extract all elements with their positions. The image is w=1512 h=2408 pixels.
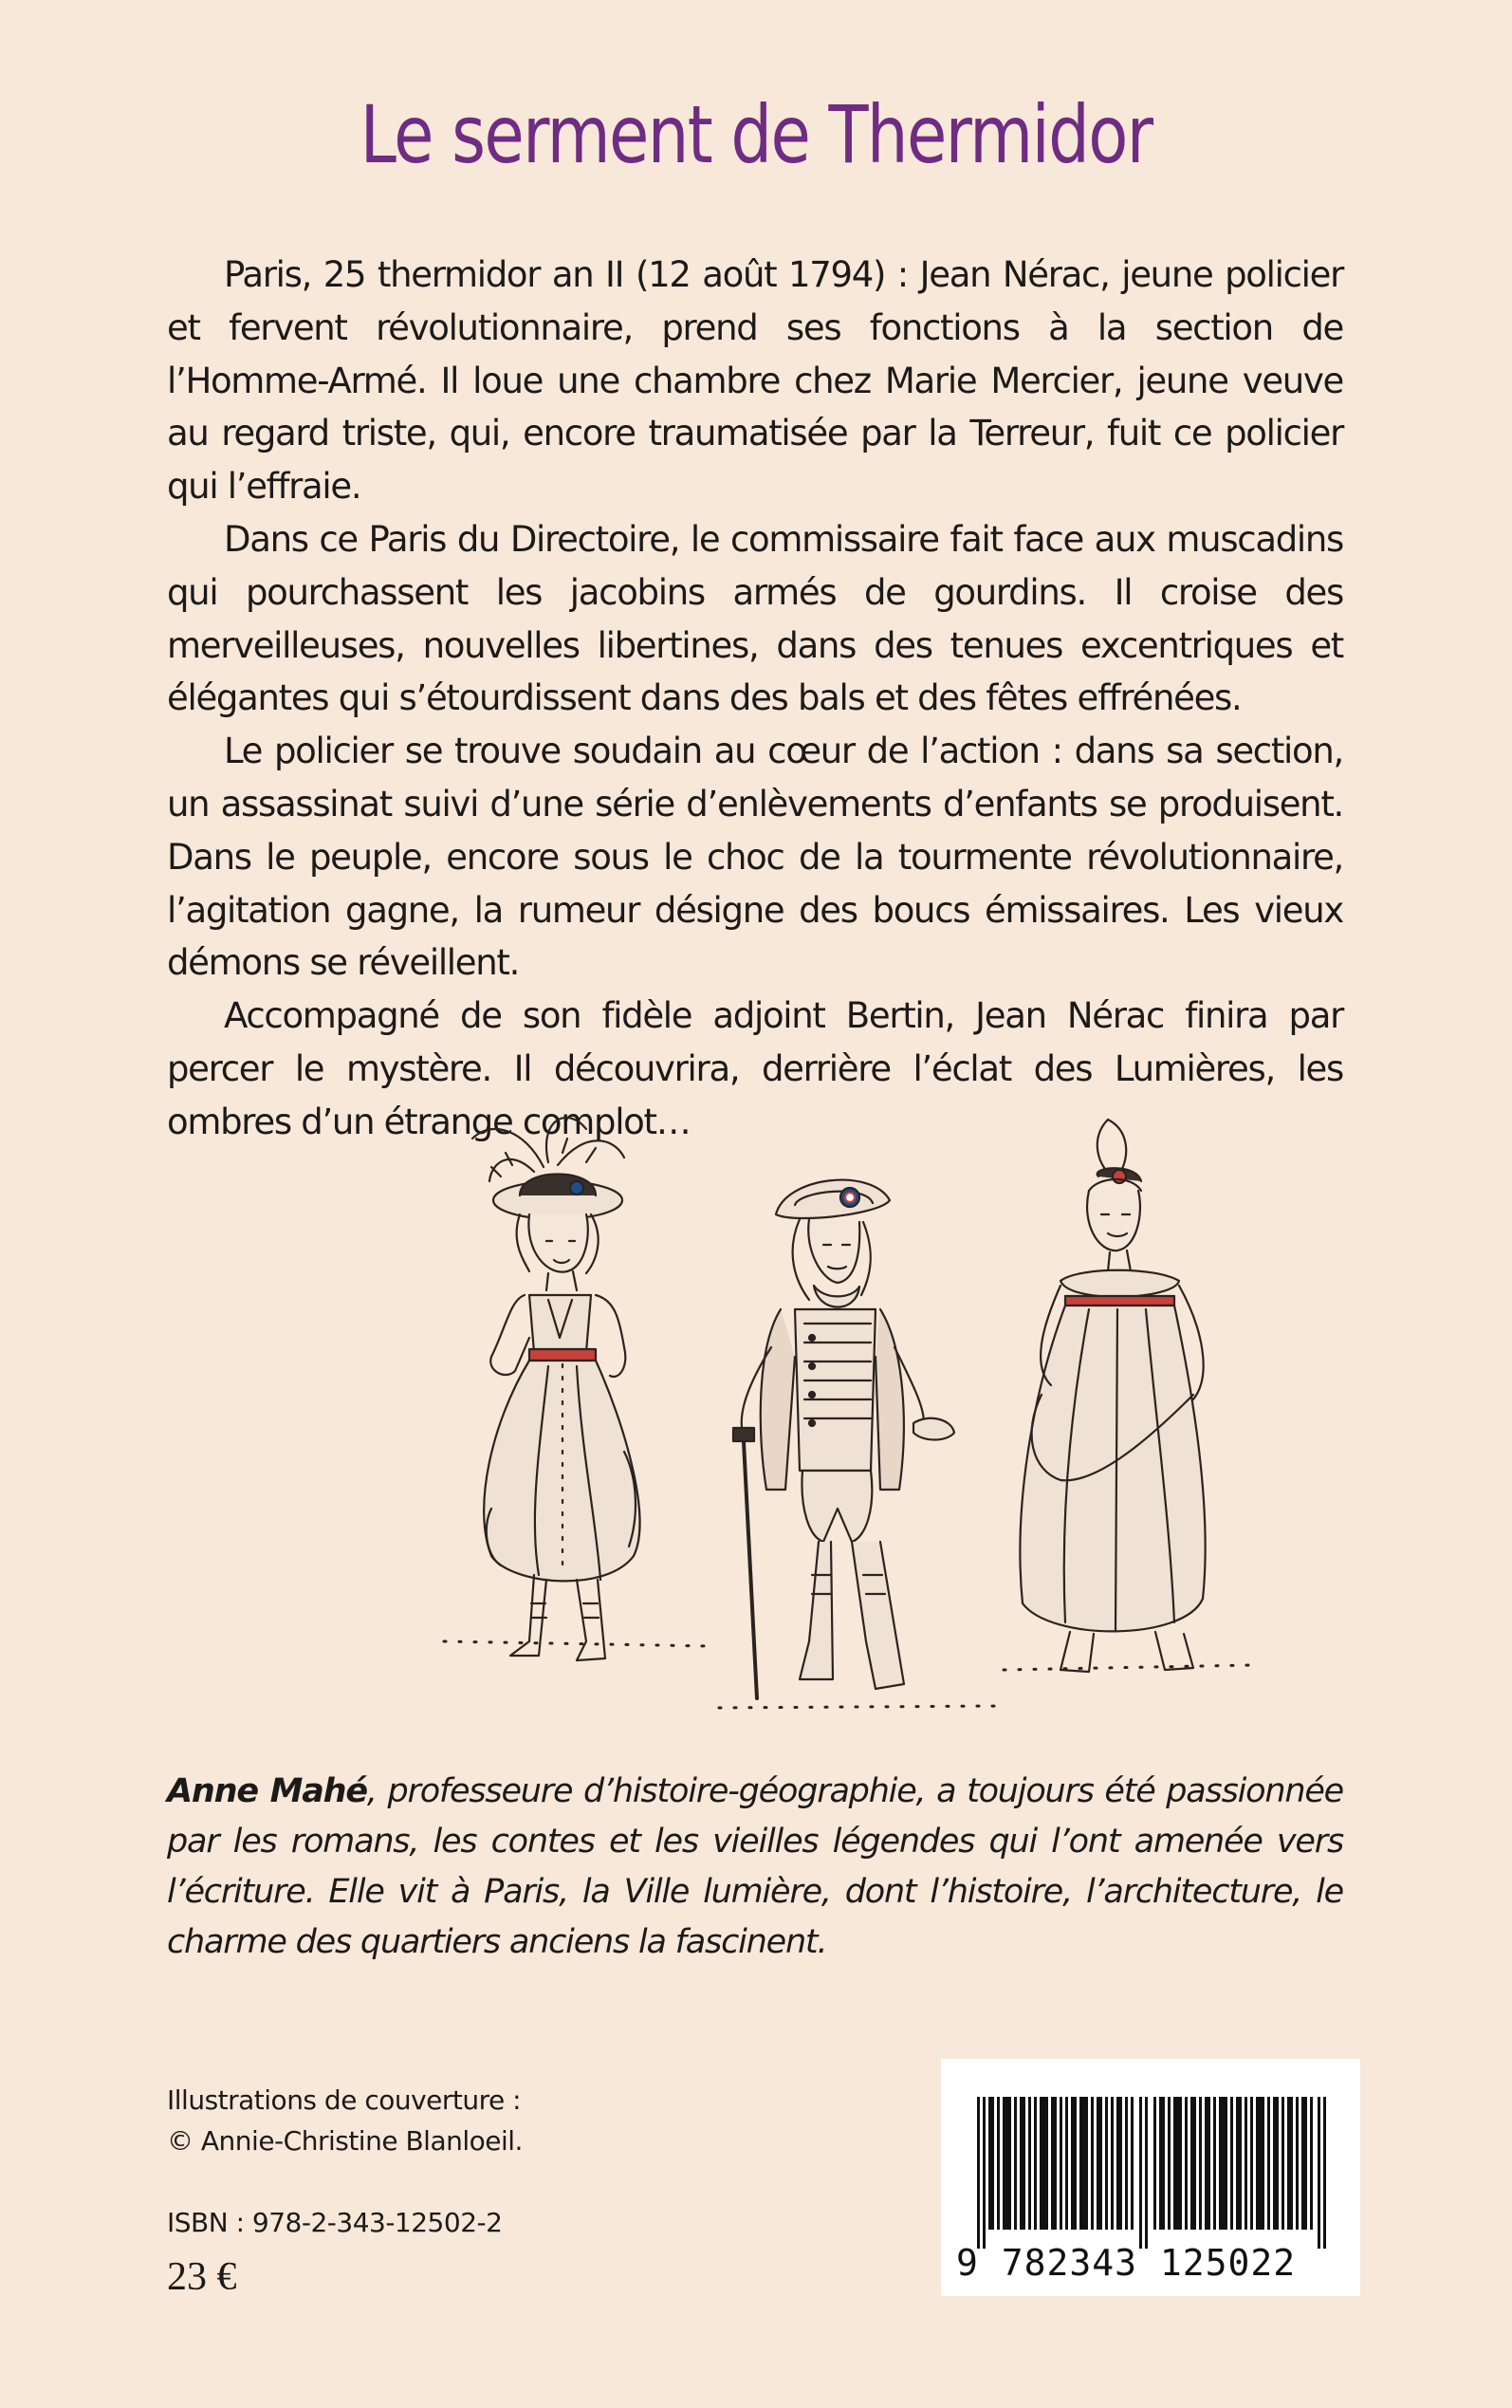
middle-man-figure xyxy=(733,1180,954,1698)
credits-line: Illustrations de couverture : xyxy=(167,2084,522,2116)
synopsis-paragraph: Le policier se trouve soudain au cœur de l’action : dans sa section, un assassinat suivi d’une série d’enlèvements d’enfants se produisent. Dans le peuple, encore sous le choc de la tourmente révolutionnaire, l’agitation gagne, la rumeur désigne des boucs émissaires. Les vieux démons se réveillent. xyxy=(167,731,1343,984)
author-bio-text: , professeure d’histoire-géographie, a toujours été passionnée par les romans, les contes et les vieilles légendes qui l’ont amenée vers l’écriture. Elle vit à Paris, la Ville lumière, dont l’histoire, l’architecture, le charme des quartiers anciens la fascinent. xyxy=(167,1772,1343,1961)
barcode-panel xyxy=(941,2059,1360,2296)
isbn: ISBN : 978-2-343-12502-2 xyxy=(167,2207,503,2238)
book-title: Le serment de Thermidor xyxy=(360,88,1152,181)
left-woman-figure xyxy=(472,1118,639,1660)
synopsis-paragraph: Paris, 25 thermidor an II (12 août 1794) : Jean Nérac, jeune policier et fervent révolutionnaire, prend ses fonctions à la section de l’Homme-Armé. Il loue une chambre chez Marie Mercier, jeune veuve au regard triste, qui, encore traumatisée par la Terreur, fuit ce policier qui l’effraie. xyxy=(167,254,1343,508)
barcode-digits: 9 782343 125022 xyxy=(956,2242,1297,2284)
synopsis xyxy=(167,249,1343,1149)
author-name: Anne Mahé xyxy=(167,1772,367,1810)
right-woman-figure xyxy=(1020,1120,1205,1672)
author-bio xyxy=(167,1767,1343,1968)
three-figures-directoire-drawing-icon xyxy=(434,1110,1383,1727)
credits-line: © Annie-Christine Blanloeil. xyxy=(167,2125,523,2157)
barcode-icon xyxy=(977,2097,1326,2249)
synopsis-paragraph: Accompagné de son fidèle adjoint Bertin, Jean Nérac finira par percer le mystère. Il découvrira, derrière l’éclat des Lumières, les ombres d’un étrange complot… xyxy=(167,995,1343,1142)
price: 23 € xyxy=(167,2255,237,2299)
cover-credits xyxy=(167,2080,523,2161)
synopsis-paragraph: Dans ce Paris du Directoire, le commissaire fait face aux muscadins qui pourchassent les jacobins armés de gourdins. Il croise des merveilleuses, nouvelles libertines, dans des tenues excentriques et élégantes qui s’étourdissent dans des bals et des fêtes effrénées. xyxy=(167,518,1343,719)
